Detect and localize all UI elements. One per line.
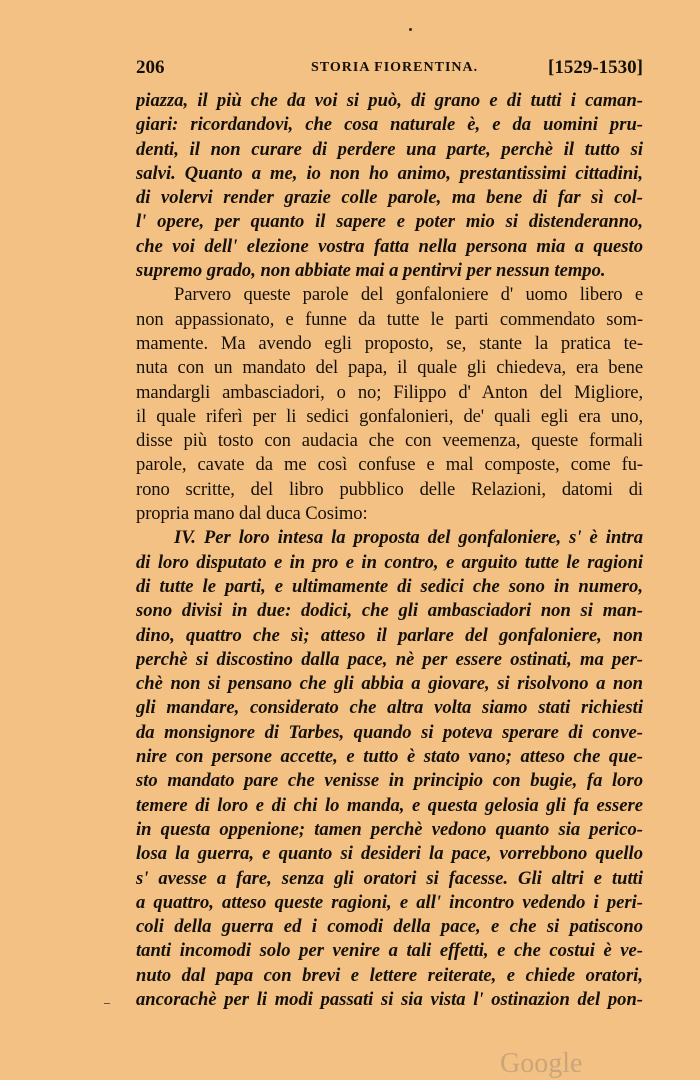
text-line: sono divisi in due: dodici, che gli ambasciadori non si man- bbox=[136, 600, 643, 622]
text-line: a quattro, atteso queste ragioni, e all' incontro vedendo i peri- bbox=[136, 891, 643, 913]
text-line: l' opere, per quanto il sapere e poter mio si distenderanno, bbox=[136, 211, 643, 233]
text-line: in questa oppenione; tamen perchè vedono quanto sia perico- bbox=[136, 818, 643, 840]
text-line: di volervi render grazie colle parole, ma bene di far sì col- bbox=[136, 187, 643, 209]
text-line: coli della guerra ed i comodi della pace, e che si patiscono bbox=[136, 916, 643, 938]
text-line: Parvero queste parole del gonfaloniere d' uomo libero e bbox=[174, 284, 643, 306]
text-line: propria mano dal duca Cosimo: bbox=[136, 503, 368, 525]
text-line: salvi. Quanto a me, io non ho animo, prestantissimi cittadini, bbox=[136, 162, 643, 184]
text-line: perchè si discostino dalla pace, nè per essere ostinati, ma per- bbox=[136, 648, 643, 670]
text-line: losa la guerra, e quanto si desideri la pace, vorrebbono quello bbox=[136, 843, 643, 865]
text-line: che voi dell' elezione vostra fatta nella persona mia a questo bbox=[136, 235, 643, 257]
text-line: mamente. Ma avendo egli proposto, se, stante la pratica te- bbox=[136, 332, 643, 354]
watermark-logo: Google bbox=[500, 1048, 583, 1079]
body-text bbox=[136, 89, 643, 1012]
text-line: denti, il non curare di perdere una parte, perchè il tutto si bbox=[136, 138, 643, 160]
text-line: tanti incomodi solo per venire a tali effetti, e che costui è ve- bbox=[136, 940, 643, 962]
text-line-part: giari: ricordandovi, che cosa naturale è, e da uomini pru- bbox=[136, 114, 643, 136]
page-header bbox=[136, 57, 643, 81]
text-line-part: piazza, il più che da voi si può, di grano e di tutti i caman- bbox=[136, 90, 643, 111]
year-range: [1529-1530] bbox=[548, 57, 643, 78]
text-line: disse più tosto con audacia che con veemenza, queste formali bbox=[136, 430, 643, 452]
text-line: IV. Per loro intesa la proposta del gonfaloniere, s' è intra bbox=[174, 527, 643, 549]
text-line: sto mandato pare che venisse in principio con bugie, fa loro bbox=[136, 770, 643, 792]
text-line: nuta con un mandato del papa, il quale gli chiedeva, era bene bbox=[136, 357, 643, 379]
text-line: rono scritte, del libro pubblico delle Relazioni, datomi di bbox=[136, 478, 643, 500]
text-line: chè non si pensano che gli abbia a giovare, si risolvono a non bbox=[136, 673, 643, 695]
text-line: s' avesse a fare, senza gli oratori si facesse. Gli altri e tutti bbox=[136, 867, 643, 889]
text-line: non appassionato, e funne da tutte le parti commendato som- bbox=[136, 308, 643, 330]
text-line: mandargli ambasciadori, o no; Filippo d' Anton del Migliore, bbox=[136, 381, 643, 403]
text-line: nire con persone accette, e tutto è stato vano; atteso che que- bbox=[136, 746, 643, 768]
text-line: nuto dal papa con brevi e lettere reiterate, e chiede oratori, bbox=[136, 964, 643, 986]
text-line: temere di loro e di chi lo manda, e questa gelosia gli fa essere bbox=[136, 794, 643, 816]
text-line: di loro disputato e in pro e in contro, e arguito tutte le ragioni bbox=[136, 551, 643, 573]
ink-speck bbox=[409, 28, 412, 31]
text-line: il quale riferì per li sedici gonfalonieri, de' quali egli era uno, bbox=[136, 405, 643, 427]
page-number: 206 bbox=[136, 57, 165, 78]
text-line: gli mandare, considerato che altra volta siamo stati richiesti bbox=[136, 697, 643, 719]
margin-mark bbox=[104, 1003, 110, 1004]
running-title: STORIA FIORENTINA. bbox=[311, 60, 479, 75]
text-line: da monsignore di Tarbes, quando si poteva sperare di conve- bbox=[136, 721, 643, 743]
text-line: ancorachè per li modi passati si sia vista l' ostinazion del pon- bbox=[136, 988, 643, 1010]
text-line: dino, quattro che sì; atteso il parlare del gonfaloniere, non bbox=[136, 624, 643, 646]
text-line: di tutte le parti, e ultimamente di sedici che sono in numero, bbox=[136, 575, 643, 597]
text-line: parole, cavate da me così confuse e mal composte, come fu- bbox=[136, 454, 643, 476]
text-line: supremo grado, non abbiate mai a pentirvi per nessun tempo. bbox=[136, 260, 606, 282]
